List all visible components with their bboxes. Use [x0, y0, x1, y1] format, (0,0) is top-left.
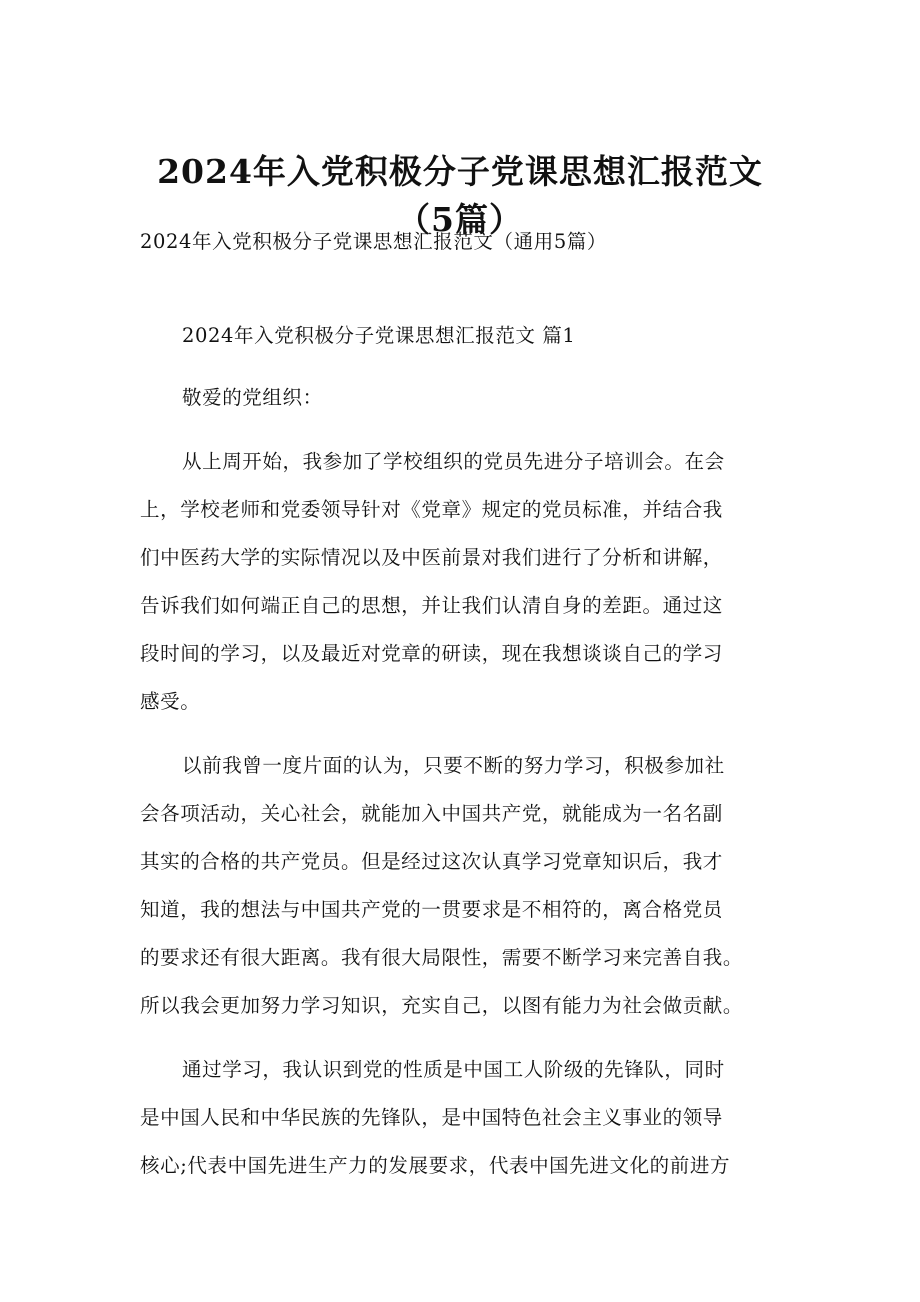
document-subtitle: 2024年入党积极分子党课思想汇报范文（通用5篇） [140, 230, 608, 253]
paragraph-3-line: 核心;代表中国先进生产力的发展要求，代表中国先进文化的前进方 [140, 1154, 731, 1177]
paragraph-1-line: 们中医药大学的实际情况以及中医前景对我们进行了分析和讲解， [140, 546, 723, 569]
paragraph-3-line: 是中国人民和中华民族的先锋队，是中国特色社会主义事业的领导 [140, 1106, 723, 1129]
document-title-line-2: （5篇） [397, 200, 523, 239]
paragraph-1-line: 上，学校老师和党委领导针对《党章》规定的党员标准，并结合我 [140, 498, 723, 521]
paragraph-2-line: 会各项活动，关心社会，就能加入中国共产党，就能成为一名名副 [140, 802, 723, 825]
paragraph-2-line: 的要求还有很大距离。我有很大局限性，需要不断学习来完善自我。 [140, 946, 744, 969]
paragraph-1-line: 段时间的学习，以及最近对党章的研读，现在我想谈谈自己的学习 [140, 642, 723, 665]
paragraph-1-line: 告诉我们如何端正自己的思想，并让我们认清自身的差距。通过这 [140, 594, 723, 617]
paragraph-1-line: 从上周开始，我参加了学校组织的党员先进分子培训会。在会 [182, 450, 725, 473]
paragraph-1-line: 感受。 [140, 690, 201, 713]
salutation: 敬爱的党组织： [182, 386, 323, 409]
paragraph-2-line: 所以我会更加努力学习知识，充实自己，以图有能力为社会做贡献。 [140, 994, 744, 1017]
document-title-line-1: 2024年入党积极分子党课思想汇报范文 [157, 152, 763, 191]
paragraph-2-line: 以前我曾一度片面的认为，只要不断的努力学习，积极参加社 [182, 754, 725, 777]
paragraph-3-line: 通过学习，我认识到党的性质是中国工人阶级的先锋队，同时 [182, 1058, 725, 1081]
paragraph-2-line: 其实的合格的共产党员。但是经过这次认真学习党章知识后，我才 [140, 850, 723, 873]
paragraph-2-line: 知道，我的想法与中国共产党的一贯要求是不相符的，离合格党员 [140, 898, 723, 921]
section-heading: 2024年入党积极分子党课思想汇报范文 篇1 [182, 324, 576, 347]
